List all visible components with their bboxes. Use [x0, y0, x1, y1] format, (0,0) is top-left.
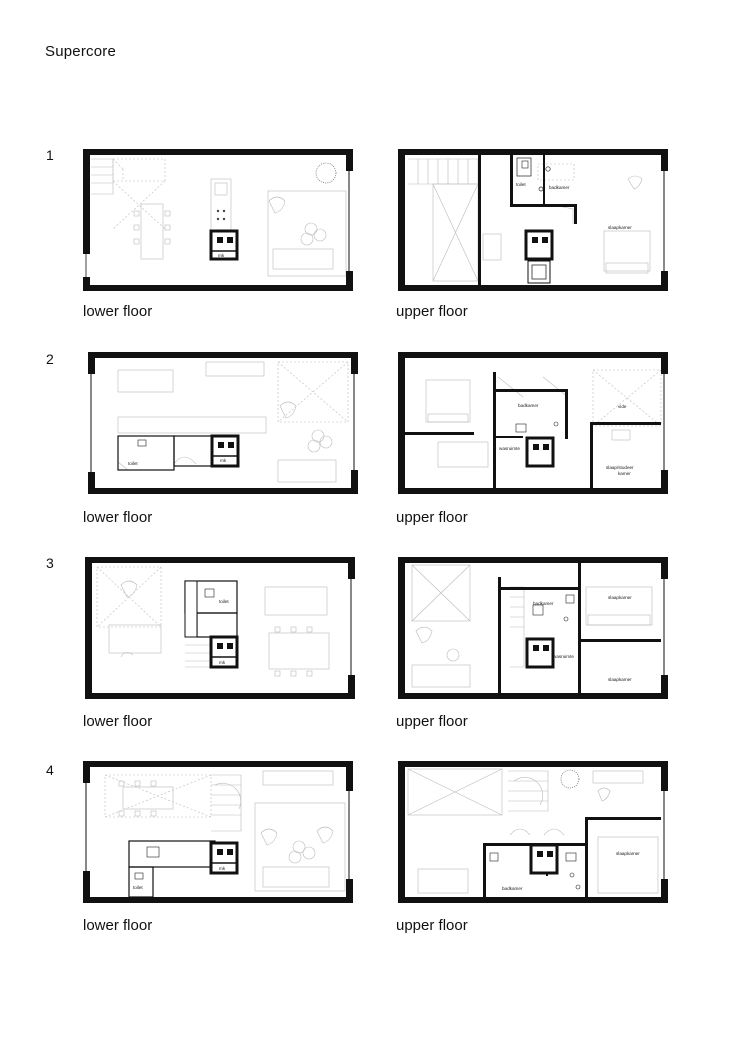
caption-3-upper: upper floor — [396, 713, 468, 730]
svg-text:badkamer: badkamer — [518, 403, 539, 408]
floor-plan-drawing — [398, 761, 668, 903]
floor-plan-drawing — [83, 149, 353, 291]
caption-2-upper: upper floor — [396, 509, 468, 526]
row-number-4: 4 — [46, 762, 54, 778]
svg-text:vide: vide — [618, 404, 627, 409]
floor-plan-drawing — [88, 352, 358, 494]
plan-4-upper — [398, 761, 668, 903]
svg-text:mk: mk — [220, 458, 227, 463]
svg-text:slaapkamer: slaapkamer — [608, 595, 632, 600]
svg-text:slaapkamer: slaapkamer — [608, 677, 632, 682]
plan-4-lower — [83, 761, 353, 903]
svg-text:slaap/studeer: slaap/studeer — [606, 465, 634, 470]
svg-text:mk: mk — [219, 660, 226, 665]
plan-1-upper — [398, 149, 668, 291]
svg-text:slaapkamer: slaapkamer — [608, 225, 632, 230]
caption-4-lower: lower floor — [83, 917, 153, 934]
page-title: Supercore — [45, 43, 117, 60]
svg-text:wasruimte: wasruimte — [499, 446, 520, 451]
caption-1-upper: upper floor — [396, 303, 468, 320]
svg-text:mk: mk — [219, 866, 226, 871]
caption-4-upper: upper floor — [396, 917, 468, 934]
caption-2-lower: lower floor — [83, 509, 153, 526]
svg-text:toilet: toilet — [516, 182, 526, 187]
svg-text:wasruimte: wasruimte — [553, 654, 574, 659]
svg-text:badkamer: badkamer — [533, 601, 554, 606]
row-number-1: 1 — [46, 147, 54, 163]
plan-3-lower — [85, 557, 355, 699]
svg-text:toilet: toilet — [133, 885, 143, 890]
caption-3-lower: lower floor — [83, 713, 153, 730]
row-number-2: 2 — [46, 351, 54, 367]
svg-text:slaapkamer: slaapkamer — [616, 851, 640, 856]
svg-text:kamer: kamer — [618, 471, 631, 476]
svg-text:mk: mk — [218, 253, 225, 258]
floor-plan-drawing — [85, 557, 355, 699]
plan-2-lower — [88, 352, 358, 494]
svg-text:toilet: toilet — [219, 599, 229, 604]
caption-1-lower: lower floor — [83, 303, 153, 320]
plan-3-upper — [398, 557, 668, 699]
floor-plan-drawing — [398, 149, 668, 291]
plan-1-lower — [83, 149, 353, 291]
floor-plan-drawing — [398, 557, 668, 699]
floor-plan-drawing — [83, 761, 353, 903]
row-number-3: 3 — [46, 555, 54, 571]
plan-2-upper — [398, 352, 668, 494]
floor-plan-drawing — [398, 352, 668, 494]
svg-text:badkamer: badkamer — [549, 185, 570, 190]
svg-text:badkamer: badkamer — [502, 886, 523, 891]
svg-text:toilet: toilet — [128, 461, 138, 466]
